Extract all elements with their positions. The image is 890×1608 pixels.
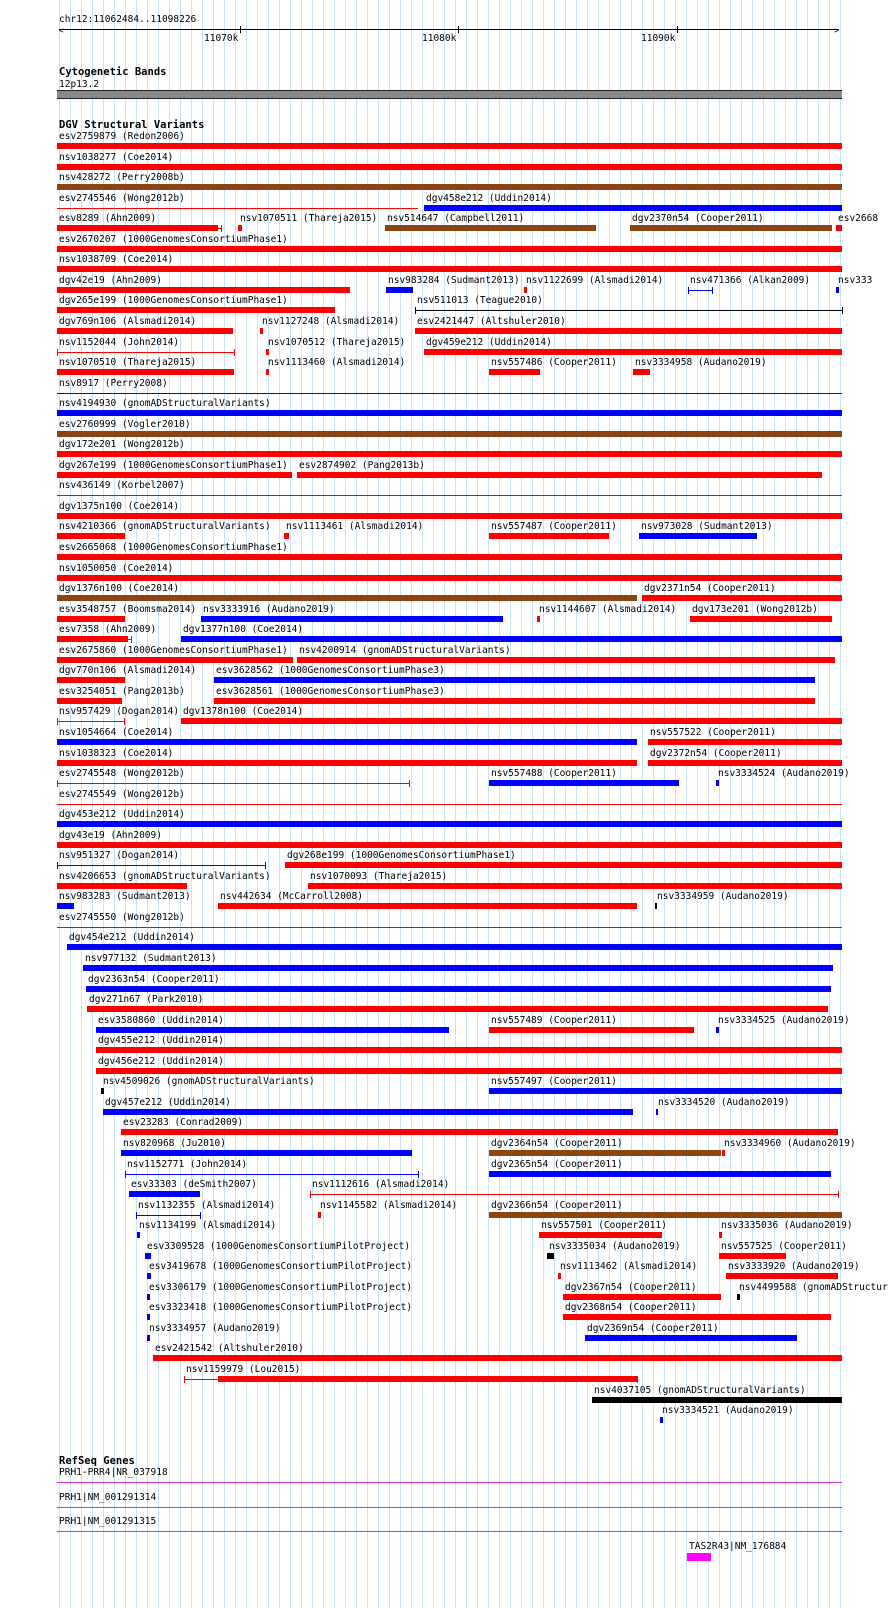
sv-label[interactable]: esv3580860 (Uddin2014) <box>98 1015 224 1026</box>
sv-feature-bar[interactable] <box>57 225 218 231</box>
sv-label[interactable]: dgv455e212 (Uddin2014) <box>98 1035 224 1046</box>
sv-feature-bar[interactable] <box>489 1171 831 1177</box>
sv-feature-line[interactable] <box>136 1215 200 1216</box>
sv-label[interactable]: nsv3334521 (Audano2019) <box>662 1405 794 1416</box>
sv-feature-bar[interactable] <box>57 431 842 437</box>
sv-feature-bar[interactable] <box>836 225 842 231</box>
sv-feature-bar[interactable] <box>57 184 842 190</box>
sv-feature-line[interactable] <box>310 1194 838 1195</box>
sv-feature-line[interactable] <box>415 310 842 311</box>
sv-feature-bar[interactable] <box>181 718 842 724</box>
ruler-label: 11070k <box>204 33 239 44</box>
sv-feature-line[interactable] <box>125 1174 418 1175</box>
sv-feature-bar[interactable] <box>660 1417 663 1423</box>
sv-feature-cap <box>57 780 58 787</box>
sv-label[interactable]: esv7358 (Ahn2009) <box>59 624 157 635</box>
sv-label[interactable]: esv3323418 (1000GenomesConsortiumPilotProject) <box>149 1302 413 1313</box>
sv-label[interactable]: nsv511013 (Teague2010) <box>417 295 543 306</box>
sv-feature-bar[interactable] <box>836 287 839 293</box>
sv-feature-cap <box>310 1191 311 1198</box>
sv-feature-bar[interactable] <box>633 369 650 375</box>
sv-feature-line[interactable] <box>57 721 124 722</box>
sv-feature-bar[interactable] <box>57 369 234 375</box>
sv-feature-bar[interactable] <box>57 287 350 293</box>
sv-feature-cap <box>234 349 235 356</box>
sv-feature-bar[interactable] <box>266 369 269 375</box>
sv-label[interactable]: nsv1113460 (Alsmadi2014) <box>268 357 406 368</box>
sv-feature-bar[interactable] <box>285 862 842 868</box>
sv-feature-bar[interactable] <box>57 164 842 170</box>
sv-feature-bar[interactable] <box>297 472 822 478</box>
sv-feature-bar[interactable] <box>57 575 842 581</box>
sv-label[interactable]: nsv1134199 (Alsmadi2014) <box>139 1220 277 1231</box>
sv-label[interactable]: esv2421542 (Altshuler2010) <box>155 1343 304 1354</box>
sv-label[interactable]: dgv265e199 (1000GenomesConsortiumPhase1) <box>59 295 288 306</box>
gene-label[interactable]: PRH1-PRR4|NR_037918 <box>59 1467 168 1478</box>
sv-feature-bar[interactable] <box>726 1273 838 1279</box>
sv-label[interactable]: esv3306179 (1000GenomesConsortiumPilotProject) <box>149 1282 413 1293</box>
sv-feature-cap <box>409 780 410 787</box>
sv-label[interactable]: nsv1132355 (Alsmadi2014) <box>138 1200 276 1211</box>
sv-label[interactable]: esv3548757 (Boomsma2014) <box>59 604 197 615</box>
sv-feature-bar[interactable] <box>489 1088 842 1094</box>
sv-feature-bar[interactable] <box>385 225 596 231</box>
sv-feature-bar[interactable] <box>737 1294 740 1300</box>
sv-label[interactable]: esv2745550 (Wong2012b) <box>59 912 185 923</box>
sv-label[interactable]: nsv1070512 (Thareja2015) <box>268 337 406 348</box>
sv-label[interactable]: nsv1145582 (Alsmadi2014) <box>320 1200 458 1211</box>
sv-label[interactable]: esv3628562 (1000GenomesConsortiumPhase3) <box>216 665 445 676</box>
sv-label[interactable]: nsv428272 (Perry2008b) <box>59 172 185 183</box>
sv-feature-bar[interactable] <box>563 1294 721 1300</box>
sv-label[interactable]: nsv957429 (Dogan2014) <box>59 706 180 717</box>
sv-feature-bar[interactable] <box>147 1294 150 1300</box>
sv-feature-bar[interactable] <box>147 1335 150 1341</box>
sv-label[interactable]: nsv951327 (Dogan2014) <box>59 850 180 861</box>
sv-feature-bar[interactable] <box>719 1253 786 1259</box>
sv-label[interactable]: nsv4200914 (gnomADStructuralVariants) <box>299 645 511 656</box>
sv-feature-bar[interactable] <box>716 1027 719 1033</box>
sv-label[interactable]: esv2759879 (Redon2006) <box>59 131 185 142</box>
sv-label[interactable]: nsv471366 (Alkan2009) <box>690 275 811 286</box>
sv-label[interactable]: nsv3334958 (Audano2019) <box>635 357 767 368</box>
sv-label[interactable]: nsv3334525 (Audano2019) <box>718 1015 850 1026</box>
sv-label[interactable]: nsv3334960 (Audano2019) <box>724 1138 856 1149</box>
sv-feature-line[interactable] <box>57 393 842 394</box>
sv-label[interactable]: esv8289 (Ahn2009) <box>59 213 157 224</box>
sv-feature-bar[interactable] <box>563 1314 831 1320</box>
sv-label[interactable]: dgv1378n100 (Coe2014) <box>183 706 304 717</box>
ruler-label: 11080k <box>422 33 457 44</box>
ruler-tick <box>240 26 241 33</box>
sv-feature-bar[interactable] <box>57 616 125 622</box>
sv-feature-bar[interactable] <box>57 246 842 252</box>
sv-label[interactable]: dgv2369n54 (Cooper2011) <box>587 1323 719 1334</box>
sv-label[interactable]: nsv973028 (Sudmant2013) <box>641 521 773 532</box>
sv-label[interactable]: nsv1122699 (Alsmadi2014) <box>526 275 664 286</box>
sv-label[interactable]: dgv2368n54 (Cooper2011) <box>565 1302 697 1313</box>
sv-feature-bar[interactable] <box>96 1068 842 1074</box>
sv-label[interactable]: nsv820968 (Ju2010) <box>123 1138 226 1149</box>
sv-label[interactable]: nsv1070511 (Thareja2015) <box>240 213 378 224</box>
sv-label[interactable]: dgv1377n100 (Coe2014) <box>183 624 304 635</box>
sv-feature-line[interactable] <box>57 352 234 353</box>
sv-feature-line[interactable] <box>57 927 842 928</box>
sv-label[interactable]: dgv43e19 (Ahn2009) <box>59 830 162 841</box>
sv-feature-bar[interactable] <box>489 1212 842 1218</box>
sv-feature-bar[interactable] <box>129 1191 200 1197</box>
ruler-tick <box>677 26 678 33</box>
sv-label[interactable]: dgv458e212 (Uddin2014) <box>426 193 552 204</box>
sv-feature-bar[interactable] <box>648 760 842 766</box>
sv-feature-bar[interactable] <box>121 1129 838 1135</box>
sv-feature-cap <box>838 1191 839 1198</box>
sv-feature-bar[interactable] <box>57 328 233 334</box>
sv-feature-bar[interactable] <box>655 903 657 909</box>
sv-feature-bar[interactable] <box>96 1047 842 1053</box>
sv-feature-bar[interactable] <box>57 739 637 745</box>
sv-feature-bar[interactable] <box>524 287 527 293</box>
sv-label[interactable]: esv3419678 (1000GenomesConsortiumPilotProject) <box>149 1261 413 1272</box>
sv-label[interactable]: dgv459e212 (Uddin2014) <box>426 337 552 348</box>
sv-label[interactable]: esv2874902 (Pang2013b) <box>299 460 425 471</box>
sv-label[interactable]: dgv271n67 (Park2010) <box>89 994 204 1005</box>
sv-label[interactable]: nsv1070093 (Thareja2015) <box>310 871 448 882</box>
gene-block[interactable] <box>687 1553 711 1561</box>
sv-label[interactable]: dgv2364n54 (Cooper2011) <box>491 1138 623 1149</box>
sv-feature-bar[interactable] <box>424 205 842 211</box>
sv-label[interactable]: esv33303 (deSmith2007) <box>131 1179 257 1190</box>
sv-feature-bar[interactable] <box>181 636 842 642</box>
sv-label[interactable]: nsv4210366 (gnomADStructuralVariants) <box>59 521 271 532</box>
sv-label[interactable]: dgv453e212 (Uddin2014) <box>59 809 185 820</box>
sv-label[interactable]: nsv1038277 (Coe2014) <box>59 152 174 163</box>
sv-label[interactable]: esv2668 <box>838 213 879 224</box>
sv-feature-line[interactable] <box>57 804 842 805</box>
sv-feature-bar[interactable] <box>96 1027 449 1033</box>
sv-label[interactable]: esv3309528 (1000GenomesConsortiumPilotProject) <box>147 1241 411 1252</box>
sv-feature-line[interactable] <box>57 208 418 209</box>
sv-feature-bar[interactable] <box>57 698 122 704</box>
sv-label[interactable]: esv23283 (Conrad2009) <box>123 1117 244 1128</box>
sv-label[interactable]: nsv436149 (Korbel2007) <box>59 480 185 491</box>
sv-feature-bar[interactable] <box>57 410 842 416</box>
sv-label[interactable]: nsv1038323 (Coe2014) <box>59 748 174 759</box>
sv-label[interactable]: dgv2372n54 (Cooper2011) <box>650 748 782 759</box>
sv-feature-cap <box>124 718 125 725</box>
sv-feature-bar[interactable] <box>121 1150 412 1156</box>
sv-label[interactable]: nsv3335036 (Audano2019) <box>721 1220 853 1231</box>
sv-feature-bar[interactable] <box>57 595 637 601</box>
sv-feature-bar[interactable] <box>630 225 832 231</box>
sv-feature-bar[interactable] <box>57 821 842 827</box>
sv-feature-bar[interactable] <box>83 965 833 971</box>
sv-label[interactable]: esv2760999 (Vogler2010) <box>59 419 191 430</box>
sv-label[interactable]: nsv557488 (Cooper2011) <box>491 768 617 779</box>
sv-feature-cap <box>712 287 713 294</box>
gene-label[interactable]: PRH1|NM_001291314 <box>59 1492 157 1503</box>
sv-label[interactable]: nsv557497 (Cooper2011) <box>491 1076 617 1087</box>
sv-label[interactable]: dgv2371n54 (Cooper2011) <box>644 583 776 594</box>
ruler-line <box>59 29 839 30</box>
sv-label[interactable]: nsv3333920 (Audano2019) <box>728 1261 860 1272</box>
sv-feature-cap <box>200 1212 201 1219</box>
sv-label[interactable]: nsv1050050 (Coe2014) <box>59 563 174 574</box>
sv-label[interactable]: dgv457e212 (Uddin2014) <box>105 1097 231 1108</box>
sv-label[interactable]: nsv1127248 (Alsmadi2014) <box>262 316 400 327</box>
sv-feature-bar[interactable] <box>539 1232 662 1238</box>
sv-feature-line[interactable] <box>57 783 409 784</box>
sv-label[interactable]: dgv1375n100 (Coe2014) <box>59 501 180 512</box>
sv-label[interactable]: esv2675860 (1000GenomesConsortiumPhase1) <box>59 645 288 656</box>
sv-feature-bar[interactable] <box>585 1335 797 1341</box>
sv-feature-bar[interactable] <box>57 554 842 560</box>
sv-feature-cap <box>57 718 58 725</box>
sv-feature-bar[interactable] <box>57 143 842 149</box>
sv-label[interactable]: dgv769n106 (Alsmadi2014) <box>59 316 197 327</box>
sv-feature-bar[interactable] <box>218 903 637 909</box>
sv-label[interactable]: nsv514647 (Campbell2011) <box>387 213 525 224</box>
sv-label[interactable]: esv3254051 (Pang2013b) <box>59 686 185 697</box>
sv-label[interactable]: esv2665068 (1000GenomesConsortiumPhase1) <box>59 542 288 553</box>
sv-feature-bar[interactable] <box>424 349 842 355</box>
gene-label[interactable]: TAS2R43|NM_176884 <box>689 1541 787 1552</box>
sv-feature-cap <box>418 1171 419 1178</box>
sv-feature-bar[interactable] <box>57 451 842 457</box>
sv-label[interactable]: esv3628561 (1000GenomesConsortiumPhase3) <box>216 686 445 697</box>
sv-feature-bar[interactable] <box>145 1253 151 1259</box>
sv-label[interactable]: nsv8917 (Perry2008) <box>59 378 168 389</box>
sv-feature-bar[interactable] <box>57 883 187 889</box>
sv-label[interactable]: dgv173e201 (Wong2012b) <box>692 604 818 615</box>
sv-label[interactable]: nsv3333916 (Audano2019) <box>203 604 335 615</box>
sv-feature-bar[interactable] <box>214 698 815 704</box>
sv-label[interactable]: nsv557522 (Cooper2011) <box>650 727 776 738</box>
sv-label[interactable]: nsv4194930 (gnomADStructuralVariants) <box>59 398 271 409</box>
sv-label[interactable]: dgv770n106 (Alsmadi2014) <box>59 665 197 676</box>
track-title-cytobands[interactable]: Cytogenetic Bands <box>59 66 167 78</box>
sv-label[interactable]: dgv454e212 (Uddin2014) <box>69 932 195 943</box>
sv-label[interactable]: esv2670207 (1000GenomesConsortiumPhase1) <box>59 234 288 245</box>
sv-feature-bar[interactable] <box>57 307 335 313</box>
sv-feature-bar[interactable] <box>57 533 125 539</box>
sv-feature-bar[interactable] <box>489 369 540 375</box>
sv-feature-bar[interactable] <box>489 1027 694 1033</box>
sv-feature-bar[interactable] <box>214 677 815 683</box>
sv-label[interactable]: nsv983283 (Sudmant2013) <box>59 891 191 902</box>
sv-label[interactable]: nsv3334959 (Audano2019) <box>657 891 789 902</box>
sv-feature-bar[interactable] <box>103 1109 633 1115</box>
sv-label[interactable]: dgv2366n54 (Cooper2011) <box>491 1200 623 1211</box>
sv-feature-bar[interactable] <box>153 1355 842 1361</box>
sv-label[interactable]: nsv4509026 (gnomADStructuralVariants) <box>103 1076 315 1087</box>
sv-label[interactable]: nsv4037105 (gnomADStructuralVariants) <box>594 1385 806 1396</box>
sv-feature-line[interactable] <box>184 1379 218 1380</box>
sv-feature-bar[interactable] <box>67 944 842 950</box>
sv-feature-cap <box>637 1376 638 1383</box>
sv-feature-bar[interactable] <box>592 1397 842 1403</box>
sv-label[interactable]: dgv2367n54 (Cooper2011) <box>565 1282 697 1293</box>
sv-feature-bar[interactable] <box>308 883 842 889</box>
sv-label[interactable]: dgv2363n54 (Cooper2011) <box>88 974 220 985</box>
sv-label[interactable]: dgv2365n54 (Cooper2011) <box>491 1159 623 1170</box>
sv-feature-bar[interactable] <box>86 986 831 992</box>
sv-label[interactable]: nsv557487 (Cooper2011) <box>491 521 617 532</box>
sv-label[interactable]: nsv557486 (Cooper2011) <box>491 357 617 368</box>
sv-label[interactable]: dgv172e201 (Wong2012b) <box>59 439 185 450</box>
sv-label[interactable]: nsv1159979 (Lou2015) <box>186 1364 301 1375</box>
sv-label[interactable]: nsv3334524 (Audano2019) <box>718 768 850 779</box>
gene-label[interactable]: PRH1|NM_001291315 <box>59 1516 157 1527</box>
sv-feature-cap <box>415 307 416 314</box>
sv-label[interactable]: dgv456e212 (Uddin2014) <box>98 1056 224 1067</box>
cytoband-bar[interactable] <box>57 90 842 99</box>
sv-label[interactable]: nsv442634 (McCarroll2008) <box>220 891 363 902</box>
sv-feature-bar[interactable] <box>57 657 293 663</box>
sv-label[interactable]: nsv333 <box>838 275 873 286</box>
ruler-left-arrow: < <box>59 26 64 35</box>
sv-feature-bar[interactable] <box>489 533 609 539</box>
sv-feature-bar[interactable] <box>147 1273 151 1279</box>
sv-feature-bar[interactable] <box>266 349 269 355</box>
sv-label[interactable]: nsv3335034 (Audano2019) <box>549 1241 681 1252</box>
gene-line[interactable] <box>57 1507 842 1508</box>
sv-feature-bar[interactable] <box>639 533 757 539</box>
sv-label[interactable]: esv2745549 (Wong2012b) <box>59 789 185 800</box>
sv-feature-bar[interactable] <box>489 780 679 786</box>
sv-feature-bar[interactable] <box>690 616 832 622</box>
sv-feature-bar[interactable] <box>57 472 292 478</box>
sv-feature-bar[interactable] <box>489 1150 721 1156</box>
sv-label[interactable]: nsv983284 (Sudmant2013) <box>388 275 520 286</box>
sv-label[interactable]: nsv3334957 (Audano2019) <box>149 1323 281 1334</box>
sv-feature-bar[interactable] <box>57 760 637 766</box>
sv-feature-cap <box>57 862 58 869</box>
sv-feature-cap <box>688 287 689 294</box>
sv-feature-cap <box>842 307 843 314</box>
sv-feature-bar[interactable] <box>297 657 835 663</box>
ruler-right-arrow: > <box>834 26 839 35</box>
sv-label[interactable]: nsv1070510 (Thareja2015) <box>59 357 197 368</box>
sv-feature-bar[interactable] <box>137 1232 140 1238</box>
sv-label[interactable]: dgv42e19 (Ahn2009) <box>59 275 162 286</box>
sv-label[interactable]: nsv557525 (Cooper2011) <box>721 1241 847 1252</box>
sv-feature-cap <box>125 1171 126 1178</box>
track-title-dgv[interactable]: DGV Structural Variants <box>59 119 205 131</box>
sv-feature-bar[interactable] <box>57 513 842 519</box>
ruler-tick <box>458 26 459 33</box>
sv-feature-bar[interactable] <box>386 287 413 293</box>
sv-feature-bar[interactable] <box>722 1150 725 1156</box>
sv-feature-cap <box>221 225 222 232</box>
sv-label[interactable]: nsv1054664 (Coe2014) <box>59 727 174 738</box>
sv-feature-cap <box>131 636 132 643</box>
ruler-label: 11090k <box>641 33 676 44</box>
sv-label[interactable]: nsv4499588 (gnomADStructur <box>739 1282 888 1293</box>
sv-label[interactable]: nsv1112616 (Alsmadi2014) <box>312 1179 450 1190</box>
sv-feature-bar[interactable] <box>656 1109 658 1115</box>
sv-feature-bar[interactable] <box>218 1376 637 1382</box>
sv-feature-bar[interactable] <box>558 1273 561 1279</box>
cytoband-label: 12p13.2 <box>59 79 100 90</box>
sv-feature-bar[interactable] <box>57 842 842 848</box>
sv-feature-bar[interactable] <box>318 1212 321 1218</box>
track-title-refseq[interactable]: RefSeq Genes <box>59 1455 135 1467</box>
sv-label[interactable]: nsv4206653 (gnomADStructuralVariants) <box>59 871 271 882</box>
sv-feature-cap <box>57 349 58 356</box>
sv-label[interactable]: dgv268e199 (1000GenomesConsortiumPhase1) <box>287 850 516 861</box>
sv-feature-cap <box>136 1212 137 1219</box>
sv-feature-cap <box>265 862 266 869</box>
sv-feature-bar[interactable] <box>101 1088 104 1094</box>
sv-feature-bar[interactable] <box>547 1253 554 1259</box>
sv-label[interactable]: nsv1144607 (Alsmadi2014) <box>539 604 677 615</box>
sv-label[interactable]: nsv557489 (Cooper2011) <box>491 1015 617 1026</box>
sv-feature-line[interactable] <box>57 865 265 866</box>
sv-feature-bar[interactable] <box>57 266 842 272</box>
sv-label[interactable]: dgv267e199 (1000GenomesConsortiumPhase1) <box>59 460 288 471</box>
sv-feature-bar[interactable] <box>642 595 842 601</box>
sv-feature-bar[interactable] <box>87 1006 828 1012</box>
sv-feature-bar[interactable] <box>201 616 503 622</box>
sv-feature-line[interactable] <box>57 495 842 496</box>
sv-label[interactable]: esv2421447 (Altshuler2010) <box>417 316 566 327</box>
sv-label[interactable]: nsv1152044 (John2014) <box>59 337 180 348</box>
sv-label[interactable]: nsv1152771 (John2014) <box>127 1159 248 1170</box>
sv-feature-bar[interactable] <box>260 328 263 334</box>
sv-feature-line[interactable] <box>688 290 712 291</box>
sv-feature-bar[interactable] <box>716 780 719 786</box>
sv-label[interactable]: esv2745548 (Wong2012b) <box>59 768 185 779</box>
sv-label[interactable]: dgv2370n54 (Cooper2011) <box>632 213 764 224</box>
sv-feature-cap <box>184 1376 185 1383</box>
sv-label[interactable]: nsv977132 (Sudmant2013) <box>85 953 217 964</box>
sv-feature-bar[interactable] <box>284 533 289 539</box>
sv-label[interactable]: nsv1038709 (Coe2014) <box>59 254 174 265</box>
sv-feature-bar[interactable] <box>147 1314 150 1320</box>
sv-label[interactable]: nsv3334520 (Audano2019) <box>658 1097 790 1108</box>
gene-line[interactable] <box>57 1482 842 1483</box>
sv-feature-bar[interactable] <box>648 739 842 745</box>
sv-label[interactable]: esv2745546 (Wong2012b) <box>59 193 185 204</box>
sv-feature-bar[interactable] <box>537 616 540 622</box>
sv-feature-bar[interactable] <box>57 903 74 909</box>
sv-label[interactable]: nsv557501 (Cooper2011) <box>541 1220 667 1231</box>
sv-feature-bar[interactable] <box>719 1232 722 1238</box>
gene-line[interactable] <box>57 1531 842 1532</box>
sv-label[interactable]: dgv1376n100 (Coe2014) <box>59 583 180 594</box>
sv-feature-bar[interactable] <box>238 225 242 231</box>
sv-feature-bar[interactable] <box>57 636 128 642</box>
sv-feature-bar[interactable] <box>415 328 842 334</box>
sv-feature-bar[interactable] <box>57 677 125 683</box>
sv-label[interactable]: nsv1113462 (Alsmadi2014) <box>560 1261 698 1272</box>
locus-label: chr12:11062484..11098226 <box>59 14 197 25</box>
sv-label[interactable]: nsv1113461 (Alsmadi2014) <box>286 521 424 532</box>
